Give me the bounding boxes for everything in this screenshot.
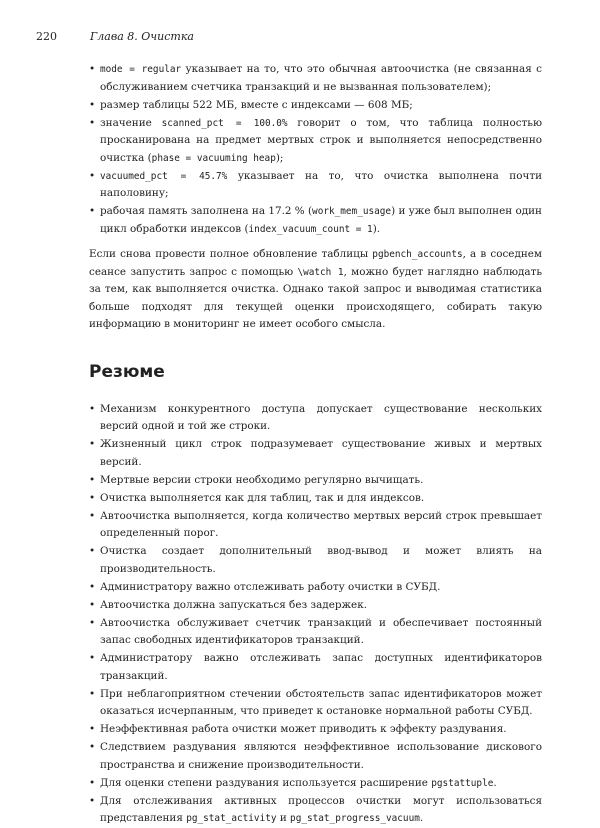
code-span: \watch 1 [297, 266, 344, 278]
text-span: Очистка выполняется как для таблиц, так и для индексов. [100, 491, 425, 504]
text-span: Очистка создает дополнительный ввод-вывод и может влиять на производительность. [100, 545, 542, 575]
summary-bullet-list [89, 401, 542, 828]
list-item [89, 579, 542, 597]
text-span: , можно будет наглядно наблюдать за тем, как выполняется очистка. Однако такой запрос и выводимая статистика больше подходят для текущей оценки происходящего, собирать такую информацию в мониторинг не имеет особого смысла. [89, 265, 543, 330]
code-span: work_mem_usage [312, 206, 392, 217]
page-number: 220 [36, 30, 57, 43]
list-item [89, 203, 542, 238]
code-span: scanned_pct = 100.0% [161, 117, 288, 129]
code-span: mode = regular [100, 64, 182, 75]
text-span: указывает на то, что очистка выполнена почти наполовину; [100, 169, 543, 199]
page-header [36, 28, 556, 44]
text-span: и [276, 812, 291, 824]
text-span: Неэффективная работа очистки может приводить к эффекту раздувания. [100, 723, 507, 735]
text-span: размер таблицы 522 МБ, вместе с индексами — 608 МБ; [100, 98, 413, 111]
section-heading: Резюме [89, 361, 165, 382]
page-content [89, 61, 542, 828]
text-span: Следствием раздувания являются неэффективное использование дискового пространства и снижение производительности. [100, 741, 542, 771]
text-span: рабочая память заполнена на 17.2 % ( [100, 205, 313, 217]
text-span: Для оценки степени раздувания используется расширение [100, 776, 432, 789]
text-span: Жизненный цикл строк подразумевает существование живых и мертвых версий. [100, 438, 542, 468]
text-span: Автоочистка обслуживает счетчик транзакций и обеспечивает постоянный запас свободных идентификаторов транзакций. [100, 616, 542, 646]
text-span: значение [100, 116, 162, 129]
code-span: phase = vacuuming heap [151, 152, 276, 164]
text-span: . [493, 776, 497, 789]
chapter-title: Глава 8. Очистка [90, 30, 194, 43]
body-paragraph [89, 246, 542, 334]
list-item [89, 793, 542, 828]
list-item [89, 168, 542, 203]
text-span: указывает на то, что это обычная автоочистка (не связанная с обслуживанием счетчика транзакций и не вызванная пользователем); [100, 63, 542, 93]
list-item [89, 401, 542, 436]
list-item [89, 721, 542, 739]
text-span: . [419, 812, 424, 824]
list-item [89, 472, 542, 490]
text-span: ); [275, 151, 284, 164]
list-item [89, 115, 542, 168]
text-span: Автоочистка выполняется, когда количество мертвых версий строк превышает определенный порог. [100, 509, 542, 539]
text-span: Администратору важно отслеживать работу очистки в СУБД. [100, 580, 441, 593]
text-span: Механизм конкурентного доступа допускает существование нескольких версий одной и той же строки. [100, 402, 542, 432]
list-item [89, 490, 542, 508]
code-span: pgbench_accounts [372, 249, 463, 260]
text-span: ) и уже был выполнен один цикл обработки индексов ( [100, 205, 542, 235]
code-span: index_vacuum_count = 1 [248, 223, 373, 235]
text-span: Мертвые версии строки необходимо регулярно вычищать. [100, 473, 424, 486]
list-item [89, 775, 542, 793]
text-span: При неблагоприятном стечении обстоятельств запас идентификаторов может оказаться исчерпанным, что приведет к остановке нормальной работы СУБД. [100, 687, 542, 717]
code-span: pg_stat_activity [186, 813, 277, 824]
list-item [89, 650, 542, 685]
code-span: pgstattuple [431, 777, 494, 789]
code-span: pg_stat_progress_vacuum [290, 813, 420, 824]
list-item [89, 543, 542, 578]
list-item [89, 61, 542, 96]
text-span: Автоочистка должна запускаться без задержек. [100, 598, 368, 611]
top-bullet-list [89, 61, 542, 238]
text-span: Для отслеживания активных процессов очистки могут использоваться представления [100, 794, 542, 824]
list-item [89, 508, 542, 543]
list-item [89, 597, 542, 615]
list-item [89, 615, 542, 650]
text-span: , а в соседнем сеансе запустить запрос с помощью [89, 248, 543, 278]
text-span: ). [372, 222, 381, 235]
text-span: говорит о том, что таблица полностью просканирована на предмет мертвых строк и выполняется непосредственно очистка ( [100, 116, 543, 164]
list-item [89, 686, 542, 721]
list-item [89, 97, 542, 115]
list-item [89, 436, 542, 471]
text-span: Если снова провести полное обновление таблицы [89, 248, 373, 260]
list-item [89, 739, 542, 774]
text-span: Администратору важно отслеживать запас доступных идентификаторов транзакций. [100, 652, 542, 682]
code-span: vacuumed_pct = 45.7% [100, 170, 228, 182]
